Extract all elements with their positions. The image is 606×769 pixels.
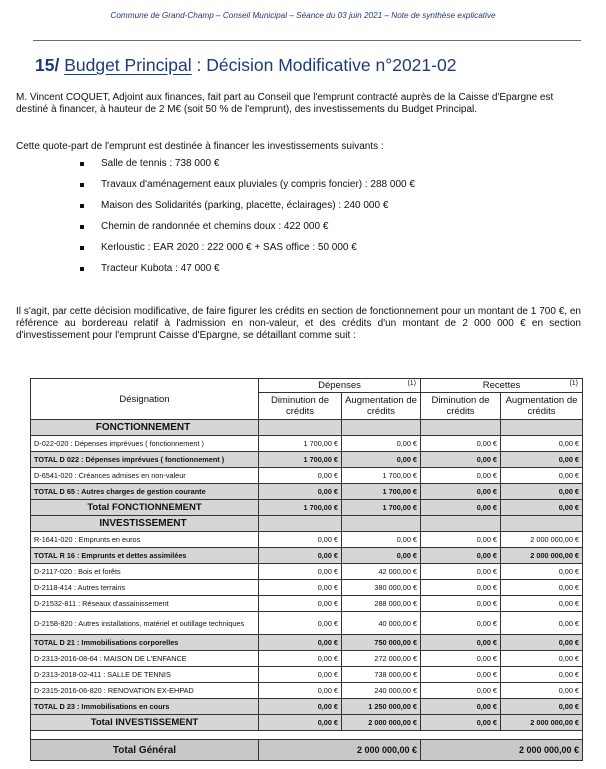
amount-cell: 2 000 000,00 € (501, 532, 583, 548)
investments-list (80, 158, 415, 284)
row-label: D-21532-811 : Réseaux d'assainissement (31, 596, 259, 612)
table-row (31, 667, 583, 683)
list-intro-paragraph: Cette quote-part de l'emprunt est destinée à financer les investissements suivants : (16, 141, 384, 152)
amount-cell: 750 000,00 € (342, 635, 421, 651)
amount-cell: 2 000 000,00 € (342, 715, 421, 731)
row-label: Total INVESTISSEMENT (31, 715, 259, 731)
header-divider (33, 40, 581, 41)
amount-cell: 0,00 € (501, 564, 583, 580)
row-label: R-1641-020 : Emprunts en euros (31, 532, 259, 548)
amount-cell: 0,00 € (421, 452, 501, 468)
table-total-row (31, 635, 583, 651)
grand-total-label: Total Général (31, 740, 259, 761)
row-label: D-2118-414 : Autres terrains (31, 580, 259, 596)
empty-cell (342, 420, 421, 436)
intro-paragraph: M. Vincent COQUET, Adjoint aux finances, fait part au Conseil que l'emprunt contracté auprès de la Caisse d'Epargne est destiné à financer, à hauteur de 2 M€ (soit 50 % de l'emprunt), des investissements du Budget Principal. (16, 92, 554, 116)
amount-cell: 0,00 € (421, 484, 501, 500)
amount-cell: 0,00 € (421, 580, 501, 596)
amount-cell: 1 700,00 € (342, 484, 421, 500)
header-recettes: Recettes (1) (421, 379, 583, 393)
amount-cell: 0,00 € (259, 699, 342, 715)
header-augmentation: Augmentation de crédits (501, 393, 583, 420)
row-label: TOTAL D 21 : Immobilisations corporelles (31, 635, 259, 651)
amount-cell: 0,00 € (259, 564, 342, 580)
amount-cell: 0,00 € (501, 500, 583, 516)
table-spacer (31, 731, 583, 740)
running-header: Commune de Grand-Champ – Conseil Municipal – Séance du 03 juin 2021 – Note de synthèse explicative (110, 11, 496, 20)
amount-cell: 272 000,00 € (342, 651, 421, 667)
amount-cell: 0,00 € (421, 596, 501, 612)
amount-cell: 0,00 € (421, 667, 501, 683)
amount-cell: 0,00 € (259, 715, 342, 731)
amount-cell: 0,00 € (421, 500, 501, 516)
amount-cell: 0,00 € (501, 484, 583, 500)
section-title-rest: : Décision Modificative n°2021-02 (191, 55, 457, 75)
amount-cell: 240 000,00 € (342, 683, 421, 699)
header-augmentation: Augmentation de crédits (342, 393, 421, 420)
amount-cell: 0,00 € (421, 683, 501, 699)
amount-cell: 0,00 € (501, 452, 583, 468)
amount-cell: 1 700,00 € (259, 452, 342, 468)
row-label: TOTAL D 65 : Autres charges de gestion courante (31, 484, 259, 500)
row-label: TOTAL R 16 : Emprunts et dettes assimilées (31, 548, 259, 564)
budget-table (30, 378, 583, 761)
list-item: Kerloustic : EAR 2020 : 222 000 € + SAS office : 50 000 € (80, 242, 415, 263)
amount-cell: 0,00 € (421, 699, 501, 715)
bullet-icon (80, 246, 84, 250)
amount-cell: 1 700,00 € (259, 500, 342, 516)
amount-cell: 0,00 € (501, 683, 583, 699)
amount-cell: 1 700,00 € (342, 500, 421, 516)
amount-cell: 0,00 € (259, 651, 342, 667)
row-label: D-2158-820 : Autres installations, matériel et outillage techniques (31, 612, 259, 635)
amount-cell: 2 000 000,00 € (501, 548, 583, 564)
list-item: Travaux d'aménagement eaux pluviales (y compris foncier) : 288 000 € (80, 179, 415, 200)
row-label: D-2315-2016-06-820 : RENOVATION EX-EHPAD (31, 683, 259, 699)
amount-cell: 0,00 € (259, 548, 342, 564)
amount-cell: 0,00 € (501, 612, 583, 635)
footnote-marker: (1) (569, 380, 578, 387)
table-total-row (31, 452, 583, 468)
section-number: 15/ (35, 55, 60, 75)
amount-cell: 0,00 € (259, 612, 342, 635)
bullet-icon (80, 183, 84, 187)
table-total-row (31, 484, 583, 500)
list-item: Tracteur Kubota : 47 000 € (80, 263, 415, 284)
table-row (31, 532, 583, 548)
header-diminution: Diminution de crédits (259, 393, 342, 420)
amount-cell: 0,00 € (259, 484, 342, 500)
table-row (31, 468, 583, 484)
table-row (31, 651, 583, 667)
list-item: Chemin de randonnée et chemins doux : 422 000 € (80, 221, 415, 242)
amount-cell: 0,00 € (421, 715, 501, 731)
empty-cell (501, 516, 583, 532)
bullet-icon (80, 204, 84, 208)
list-item: Salle de tennis : 738 000 € (80, 158, 415, 179)
amount-cell: 0,00 € (421, 548, 501, 564)
header-diminution: Diminution de crédits (421, 393, 501, 420)
decision-paragraph: Il s'agit, par cette décision modificative, de faire figurer les crédits en section de fonctionnement pour un montant de 1 700 €, en référence au bordereau relatif à l'admission en non-valeur, et des crédits d'un montant de 2 000 000 € en section d'investissement pour l'emprunt Caisse d'Epargne, se détaillant comme suit : (16, 306, 581, 342)
section-row-investissement (31, 516, 583, 532)
amount-cell: 1 250 000,00 € (342, 699, 421, 715)
amount-cell: 2 000 000,00 € (501, 715, 583, 731)
bullet-icon (80, 225, 84, 229)
row-label: D-2313-2016-08-64 : MAISON DE L'ENFANCE (31, 651, 259, 667)
grand-total-depenses: 2 000 000,00 € (259, 740, 421, 761)
empty-cell (421, 516, 501, 532)
amount-cell: 0,00 € (342, 436, 421, 452)
empty-cell (421, 420, 501, 436)
amount-cell: 1 700,00 € (259, 436, 342, 452)
table-row (31, 580, 583, 596)
amount-cell: 0,00 € (342, 548, 421, 564)
amount-cell: 0,00 € (501, 699, 583, 715)
amount-cell: 288 000,00 € (342, 596, 421, 612)
amount-cell: 0,00 € (501, 651, 583, 667)
empty-cell (501, 420, 583, 436)
amount-cell: 1 700,00 € (342, 468, 421, 484)
amount-cell: 0,00 € (259, 683, 342, 699)
amount-cell: 0,00 € (421, 635, 501, 651)
amount-cell: 0,00 € (421, 468, 501, 484)
grand-total-recettes: 2 000 000,00 € (421, 740, 583, 761)
section-label: INVESTISSEMENT (31, 516, 259, 532)
row-label: D-022-020 : Dépenses imprévues ( fonctionnement ) (31, 436, 259, 452)
amount-cell: 42 000,00 € (342, 564, 421, 580)
amount-cell: 0,00 € (259, 468, 342, 484)
row-label: TOTAL D 23 : Immobilisations en cours (31, 699, 259, 715)
row-label: Total FONCTIONNEMENT (31, 500, 259, 516)
bullet-icon (80, 162, 84, 166)
amount-cell: 0,00 € (421, 564, 501, 580)
amount-cell: 0,00 € (259, 667, 342, 683)
table-header-row (31, 379, 583, 393)
table-row (31, 436, 583, 452)
row-label: D-6541-020 : Créances admises en non-valeur (31, 468, 259, 484)
amount-cell: 0,00 € (501, 468, 583, 484)
bullet-icon (80, 267, 84, 271)
amount-cell: 0,00 € (501, 436, 583, 452)
list-item: Maison des Solidarités (parking, placette, éclairages) : 240 000 € (80, 200, 415, 221)
amount-cell: 0,00 € (421, 436, 501, 452)
section-title (35, 55, 456, 76)
amount-cell: 0,00 € (501, 596, 583, 612)
grand-total-row (31, 740, 583, 761)
table-total-row (31, 500, 583, 516)
amount-cell: 0,00 € (259, 596, 342, 612)
table-total-row (31, 548, 583, 564)
amount-cell: 0,00 € (501, 580, 583, 596)
table-row (31, 683, 583, 699)
amount-cell: 0,00 € (421, 651, 501, 667)
header-depenses: Dépenses (1) (259, 379, 421, 393)
table-total-row (31, 699, 583, 715)
amount-cell: 0,00 € (421, 532, 501, 548)
row-label: TOTAL D 022 : Dépenses imprévues ( fonctionnement ) (31, 452, 259, 468)
empty-cell (259, 420, 342, 436)
table-row (31, 612, 583, 635)
section-title-underlined: Budget Principal (64, 55, 192, 75)
amount-cell: 0,00 € (259, 532, 342, 548)
header-designation: Désignation (31, 379, 259, 420)
amount-cell: 0,00 € (259, 635, 342, 651)
row-label: D-2117-020 : Bois et forêts (31, 564, 259, 580)
table-total-row (31, 715, 583, 731)
amount-cell: 0,00 € (342, 532, 421, 548)
section-label: FONCTIONNEMENT (31, 420, 259, 436)
row-label: D-2313-2018-02-411 : SALLE DE TENNIS (31, 667, 259, 683)
amount-cell: 738 000,00 € (342, 667, 421, 683)
section-row-fonctionnement (31, 420, 583, 436)
footnote-marker: (1) (407, 380, 416, 387)
empty-cell (342, 516, 421, 532)
table-row (31, 596, 583, 612)
amount-cell: 380 000,00 € (342, 580, 421, 596)
amount-cell: 0,00 € (259, 580, 342, 596)
amount-cell: 0,00 € (421, 612, 501, 635)
amount-cell: 0,00 € (501, 667, 583, 683)
empty-cell (259, 516, 342, 532)
amount-cell: 0,00 € (342, 452, 421, 468)
table-row (31, 564, 583, 580)
amount-cell: 0,00 € (501, 635, 583, 651)
amount-cell: 40 000,00 € (342, 612, 421, 635)
